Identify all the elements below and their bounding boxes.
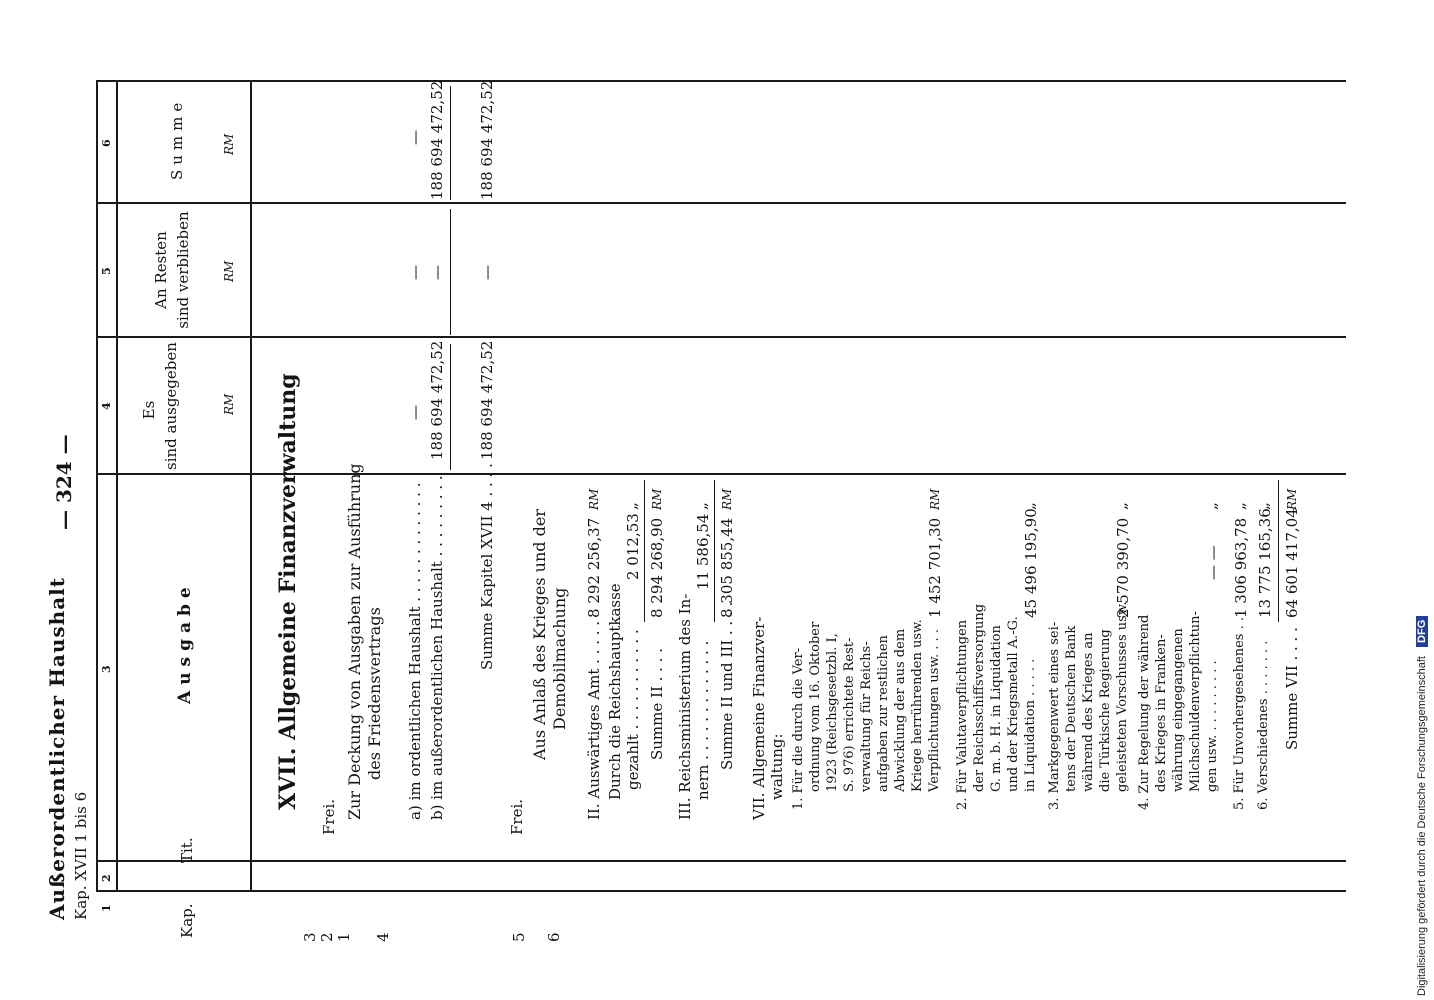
vii-3-line: die Türkische Regierung	[1098, 629, 1113, 792]
summe-ii-iii-unit: RM	[720, 488, 734, 510]
vii-1-line: aufgaben zur restlichen	[876, 635, 891, 792]
dfg-logo: DFG	[1416, 616, 1428, 647]
col-boundary-3	[96, 336, 1346, 338]
vii-6-ditto: „	[1254, 502, 1272, 510]
durch-reichshauptkasse-1: Durch die Reichshauptkasse	[606, 583, 624, 800]
vii-item-5: 5. Für Unvorhergesehenes . .	[1232, 617, 1247, 810]
deckung-heading-2: des Friedensvertrags	[365, 607, 384, 780]
col-header-verblieben: sind verblieben	[174, 211, 192, 329]
iii-ditto: „	[692, 502, 710, 510]
col4-summe-value: 188 694 472,52	[478, 340, 496, 460]
kap-number-4: 4	[374, 932, 392, 942]
kap-number-5: 5	[510, 932, 528, 942]
credit-text: Digitalisierung gefördert durch die Deutsche Forschungsgemeinschaft	[1416, 656, 1428, 996]
col-6-unit: RM	[222, 133, 236, 155]
col-number-1: 1	[100, 904, 113, 912]
col-header-es: Es	[140, 400, 158, 420]
frei-label-2: Frei.	[508, 798, 526, 835]
vii-1-line: 1. Für die durch die Ver-	[791, 647, 806, 810]
krieg-heading-2: Demobilmachung	[550, 587, 569, 730]
summe-ii-unit: RM	[650, 488, 664, 510]
ii-amt-unit: RM	[587, 488, 601, 510]
ii-auswaertiges-amt: II. Auswärtiges Amt . . . . .	[585, 620, 603, 820]
vii-6-value: 13 775 165,36	[1256, 508, 1274, 618]
header-left-title: Außerordentlicher Haushalt	[45, 576, 69, 920]
vii-heading-1: VII. Allgemeine Finanzver-	[750, 616, 768, 820]
ii-amt-value: 8 292 256,37	[585, 517, 603, 618]
vii-1-line: Abwicklung der aus dem	[893, 628, 908, 792]
vii-1-line: Verpflichtungen usw. . . .	[927, 629, 942, 792]
vii-2-ditto: „	[1020, 502, 1038, 510]
col5-dash-b: —	[428, 265, 446, 280]
credit-text-row	[1416, 36, 1434, 996]
vii-4-line: des Krieges in Franken-	[1154, 634, 1169, 792]
vii-3-line: tens der Deutschen Bank	[1064, 625, 1079, 792]
col6-dash-a: —	[406, 130, 424, 145]
page-number: — 324 —	[52, 434, 76, 530]
col-number-6: 6	[100, 139, 113, 147]
kap-number-6: 6	[545, 932, 563, 942]
col5-dash-a: —	[406, 265, 424, 280]
durch-value: 2 012,53	[624, 513, 642, 580]
col6-summe-value: 188 694 472,52	[478, 80, 496, 200]
krieg-heading-1: Aus Anlaß des Krieges und der	[530, 509, 549, 760]
vii-1-line: S. 976) errichtete Rest-	[842, 637, 857, 792]
iii-reichsministerium-1: III. Reichsministerium des In-	[676, 593, 694, 820]
vii-4-line: währung eingegangenen	[1171, 628, 1186, 792]
vii-2-line: und der Kriegsmetall A.-G.	[1006, 616, 1021, 792]
summe-ii-rule	[644, 480, 645, 622]
kap-number-3: 3	[301, 932, 319, 942]
col-number-3: 3	[100, 665, 113, 673]
summe-ii-iii-rule	[714, 480, 715, 622]
col-header-tit: Tit.	[178, 837, 196, 863]
summe-vii-label: Summe VII . . . .	[1283, 627, 1301, 750]
col4-value-b: 188 694 472,52	[428, 340, 446, 460]
iii-reichsministerium-2: nern . . . . . . . . . . . . .	[694, 640, 712, 800]
col-boundary-4	[96, 202, 1346, 204]
vii-4-line: Milchschuldenverpflichtun-	[1188, 611, 1203, 792]
vii-1-value: 1 452 701,30	[926, 517, 944, 618]
deckung-heading-1: Zur Deckung von Ausgaben zur Ausführung	[345, 463, 364, 820]
col4-dash-a: —	[406, 405, 424, 420]
summe-ii-iii-label: Summe II und III . . . .	[718, 601, 736, 770]
digitization-credit	[1416, 36, 1434, 996]
vii-2-value: 45 496 195,90	[1022, 508, 1040, 618]
col-number-5: 5	[100, 267, 113, 275]
vii-item-3	[1046, 601, 1131, 810]
col-header-ausgegeben: sind ausgegeben	[162, 342, 180, 470]
vii-2-line: der Reichsschiffsversorgung	[972, 603, 987, 792]
vii-4-line: 4. Zur Regelung der während	[1137, 614, 1152, 810]
vii-5-value: 1 306 963,78	[1232, 517, 1250, 618]
vii-3-line: 3. Markgegenwert eines sei-	[1047, 621, 1062, 810]
vii-1-line: 1923 (Reichsgesetzbl. I,	[825, 633, 840, 792]
col-4-unit: RM	[222, 393, 236, 415]
col-number-4: 4	[100, 402, 113, 410]
col-header-an-resten: An Resten	[152, 231, 170, 309]
col-number-2: 2	[100, 874, 113, 882]
vii-3-line: geleisteten Vorschusses usw.	[1115, 601, 1130, 792]
vii-1-unit: RM	[928, 488, 942, 510]
summe-vii-unit: RM	[1285, 488, 1299, 510]
vii-4-value: — —	[1204, 545, 1222, 580]
frei-label-1: Frei.	[320, 798, 338, 835]
col-boundary-5	[96, 80, 1346, 82]
vii-1-line: verwaltung für Reichs-	[859, 641, 874, 792]
line-a-ordentlich: a) im ordentlichen Haushalt . . . . . . . . . . . . .	[406, 482, 424, 820]
vii-2-line: 2. Für Valutaverpflichtungen	[955, 619, 970, 810]
col4-rule	[450, 344, 451, 470]
vii-4-ditto: „	[1202, 502, 1220, 510]
vii-3-value: 2 570 390,70	[1114, 517, 1132, 618]
col6-rule	[450, 86, 451, 200]
kap-number-1: 1	[335, 932, 353, 942]
durch-ditto: „	[622, 502, 640, 510]
col-header-ausgabe: Ausgabe	[175, 581, 195, 704]
col-header-kap: Kap.	[178, 903, 196, 938]
durch-reichshauptkasse-2: gezahlt . . . . . . . . . . .	[624, 629, 642, 790]
vii-1-line: ordnung vom 16. Oktober	[808, 621, 823, 792]
summe-ii-label: Summe II . . . .	[648, 647, 666, 760]
vii-item-6: 6. Verschiedenes . . . . . . .	[1256, 640, 1271, 810]
summe-vii-rule	[1278, 480, 1279, 622]
vii-2-line: G. m. b. H. in Liquidation	[989, 625, 1004, 792]
col-5-unit: RM	[222, 260, 236, 282]
vii-1-line: Kriege herrührenden usw.	[910, 619, 925, 792]
vii-2-line: in Liquidation . . . . .	[1023, 658, 1038, 792]
col5-summe-dash: —	[478, 265, 496, 280]
col-boundary-0	[96, 890, 1346, 892]
line-b-ausserordentlich: b) im außerordentlichen Haushalt . . . . . . . . .	[428, 475, 446, 820]
summe-vii-value: 64 601 417,04	[1283, 508, 1301, 618]
vii-3-line: während des Krieges an	[1081, 632, 1096, 792]
summe-ii-iii-value: 8 305 855,44	[718, 517, 736, 618]
vii-item-4	[1136, 611, 1221, 810]
vii-heading-2: waltung:	[768, 733, 786, 800]
summe-kapitel-label: Summe Kapitel XVII 4 . . . .	[478, 463, 496, 670]
kap-number-2: 2	[318, 932, 336, 942]
col6-value-b: 188 694 472,52	[428, 80, 446, 200]
summe-ii-value: 8 294 268,90	[648, 517, 666, 618]
header-left-subtitle: Kap. XVII 1 bis 6	[72, 791, 90, 920]
vii-5-ditto: „	[1230, 502, 1248, 510]
col-boundary-1	[96, 860, 1346, 862]
vii-3-ditto: „	[1112, 502, 1130, 510]
iii-value: 11 586,54	[694, 513, 712, 590]
col-header-summe: Summe	[168, 97, 186, 180]
col5-rule	[450, 209, 451, 335]
vii-item-2	[954, 604, 1039, 810]
vii-item-1	[790, 619, 943, 810]
vii-4-line: gen usw. . . . . . . . . .	[1205, 660, 1220, 792]
section-title: XVII. Allgemeine Finanzverwaltung	[275, 373, 301, 810]
